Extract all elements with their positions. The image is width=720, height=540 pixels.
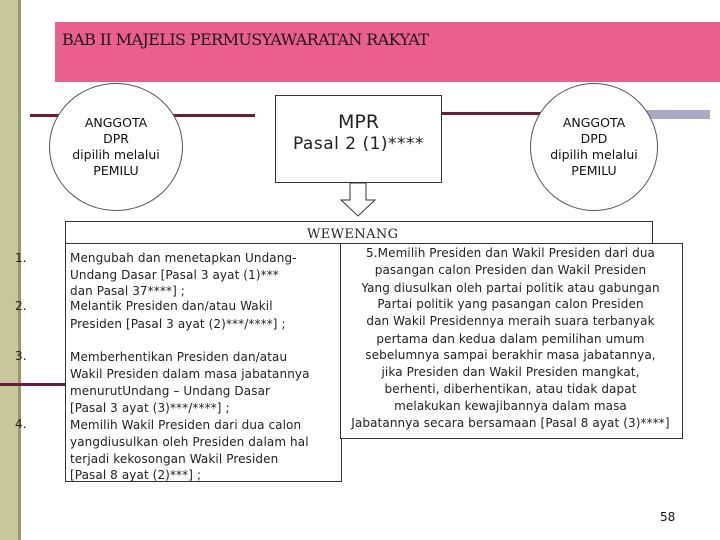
item5-line: pertama dan kedua dalam pemilihan umum: [376, 332, 645, 346]
list-item-line: Undang Dasar [Pasal 3 ayat (1)***: [70, 268, 279, 282]
item-number: 3.: [15, 349, 27, 363]
list-item-line: Melantik Presiden dan/atau Wakil: [70, 299, 273, 313]
list-item-line: Wakil Presiden dalam masa jabatannya: [70, 367, 310, 381]
dpd-line-4: PEMILU: [571, 163, 617, 178]
dpr-line-2: DPR: [103, 131, 129, 146]
mpr-subtitle: Pasal 2 (1)****: [292, 134, 425, 154]
dpd-line-3: dipilih melalui: [550, 147, 638, 162]
item5-line: jika Presiden dan Wakil Presiden mangkat,: [381, 365, 640, 379]
item5-line: Yang diusulkan oleh partai politik atau gabungan: [361, 281, 660, 295]
list-item-line: terjadi kekosongan Wakil Presiden: [70, 452, 279, 466]
list-item-line: yangdiusulkan oleh Presiden dalam hal: [70, 435, 309, 449]
connector-line-right: [440, 112, 545, 115]
mpr-box: [275, 95, 442, 183]
item-number: 1.: [15, 251, 27, 265]
list-item-line: Memberhentikan Presiden dan/atau: [70, 350, 288, 364]
item5-line: dan Wakil Presidennya meraih suara terbanyak: [366, 314, 655, 328]
left-decor-rule: [18, 0, 21, 540]
list-item-line: Mengubah dan menetapkan Undang-: [70, 251, 297, 265]
mpr-title: MPR: [337, 111, 380, 133]
item5-line: Jabatannya secara bersamaan [Pasal 8 ayat (3)****]: [351, 416, 670, 430]
item-number: 2.: [15, 299, 27, 313]
item5-line: Partai politik yang pasangan calon Presiden: [377, 297, 644, 311]
list-item-line: [Pasal 3 ayat (3)***/****] ;: [70, 401, 230, 415]
list-item-line: Memilih Wakil Presiden dari dua calon: [70, 418, 302, 432]
dpd-circle: [530, 83, 658, 211]
left-decor-stripe: [0, 0, 20, 540]
list-item-line: Presiden [Pasal 3 ayat (2)***/****] ;: [70, 317, 286, 331]
item5-line: pasangan calon Presiden dan Wakil Presiden: [374, 263, 647, 277]
dpd-line-1: ANGGOTA: [562, 115, 626, 130]
item5-line: sebelumnya sampai berakhir masa jabatannya,: [365, 348, 656, 362]
dpr-line-1: ANGGOTA: [84, 115, 148, 130]
wewenang-label: WEWENANG: [307, 227, 399, 242]
item5-line: 5.Memilih Presiden dan Wakil Presiden dari dua: [366, 246, 655, 260]
list-item-line: [Pasal 8 ayat (2)***] ;: [70, 468, 202, 482]
list-item-line: dan Pasal 37****] ;: [70, 284, 185, 298]
dpr-line-4: PEMILU: [93, 163, 139, 178]
dpr-line-3: dipilih melalui: [72, 147, 160, 162]
item5-line: berhenti, diberhentikan, atau tidak dapat: [384, 382, 637, 396]
dpd-line-2: DPD: [580, 131, 608, 146]
left-accent-rule: [0, 383, 65, 386]
down-arrow-icon: [338, 182, 378, 218]
page-number: 58: [660, 510, 676, 524]
item-number: 4.: [15, 417, 27, 431]
list-item-line: menurutUndang – Undang Dasar: [70, 384, 271, 398]
item5-line: melakukan kewajibannya dalam masa: [394, 399, 627, 413]
slide-title: BAB II MAJELIS PERMUSYAWARATAN RAKYAT: [62, 30, 429, 49]
dpr-circle: [49, 83, 183, 211]
